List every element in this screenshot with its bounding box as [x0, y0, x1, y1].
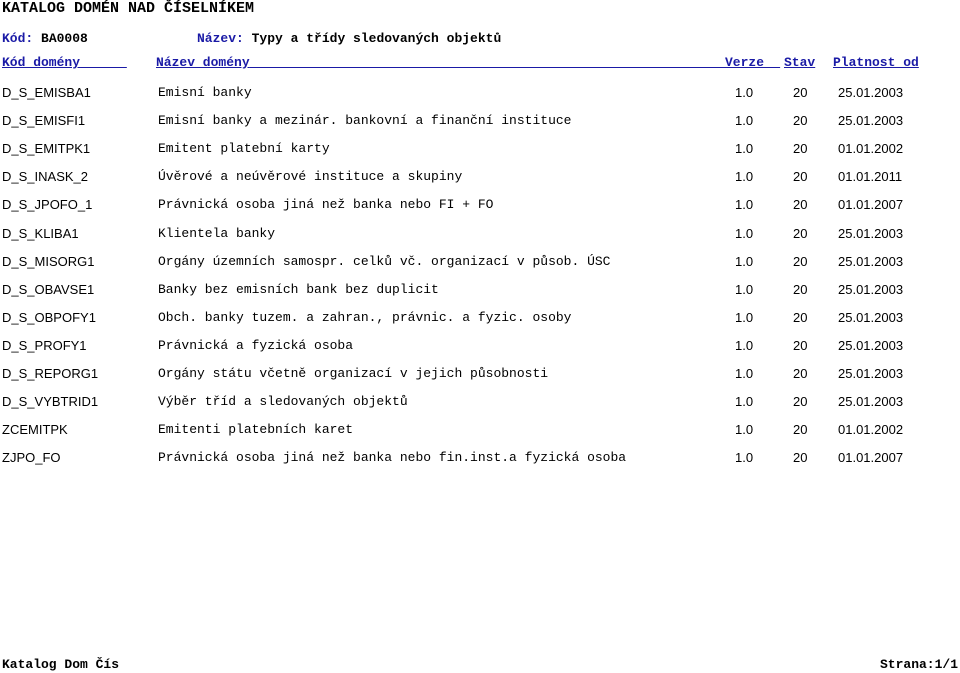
- cell-status: 20: [793, 394, 808, 410]
- cell-status: 20: [793, 253, 808, 269]
- cell-version: 1.0: [735, 337, 754, 353]
- cell-valid-from: 01.01.2002: [838, 141, 904, 157]
- catalog-code: [2, 31, 88, 46]
- cell-valid-from: 25.01.2003: [838, 309, 904, 325]
- cell-status: 20: [793, 450, 808, 466]
- cell-version: 1.0: [735, 309, 754, 325]
- header-version: Verze: [725, 55, 765, 70]
- table-row: [0, 338, 960, 358]
- cell-code: D_S_INASK_2: [2, 169, 88, 185]
- cell-version: 1.0: [735, 225, 754, 241]
- table-row: [0, 366, 960, 386]
- table-row: [0, 141, 960, 161]
- cell-version: 1.0: [735, 141, 754, 157]
- header-code: Kód domény: [2, 55, 81, 70]
- cell-status: 20: [793, 169, 808, 185]
- cell-version: 1.0: [735, 366, 754, 381]
- cell-valid-from: 25.01.2003: [838, 253, 904, 269]
- cell-code: D_S_EMITPK1: [2, 141, 91, 157]
- cell-valid-from: 25.01.2003: [838, 85, 904, 100]
- cell-name: Banky bez emisních bank bez duplicit: [158, 281, 439, 297]
- cell-version: 1.0: [735, 281, 754, 297]
- cell-status: 20: [793, 337, 808, 353]
- table-row: [0, 197, 960, 217]
- table-row: [0, 254, 960, 274]
- cell-code: D_S_VYBTRID1: [2, 394, 99, 410]
- cell-valid-from: 25.01.2003: [838, 366, 904, 381]
- name-label: Název:: [197, 31, 244, 46]
- cell-name: Obch. banky tuzem. a zahran., právnic. a fyzic. osoby: [158, 309, 572, 325]
- table-row: [0, 422, 960, 442]
- cell-code: ZJPO_FO: [2, 450, 61, 466]
- table-row: [0, 226, 960, 246]
- cell-valid-from: 25.01.2003: [838, 281, 904, 297]
- cell-status: 20: [793, 422, 808, 438]
- table-row: [0, 282, 960, 302]
- table-row: [0, 85, 960, 105]
- cell-status: 20: [793, 141, 808, 157]
- cell-name: Orgány státu včetně organizací v jejich působnosti: [158, 366, 549, 381]
- cell-valid-from: 25.01.2003: [838, 113, 904, 129]
- cell-version: 1.0: [735, 197, 754, 213]
- header-name: Název domény: [156, 55, 250, 70]
- table-row: [0, 310, 960, 330]
- table-row: [0, 450, 960, 470]
- cell-name: Emitent platební karty: [158, 141, 330, 157]
- cell-valid-from: 01.01.2011: [838, 169, 903, 185]
- cell-valid-from: 25.01.2003: [838, 225, 904, 241]
- cell-code: D_S_EMISBA1: [2, 85, 91, 100]
- cell-version: 1.0: [735, 422, 754, 438]
- table-row: [0, 394, 960, 414]
- cell-status: 20: [793, 113, 808, 129]
- cell-code: ZCEMITPK: [2, 422, 68, 438]
- cell-status: 20: [793, 366, 808, 381]
- cell-version: 1.0: [735, 169, 754, 185]
- cell-status: 20: [793, 225, 808, 241]
- header-status: Stav: [784, 55, 816, 70]
- cell-version: 1.0: [735, 253, 754, 269]
- footer-left: Katalog Dom Čís: [2, 657, 120, 672]
- cell-code: D_S_KLIBA1: [2, 225, 79, 241]
- name-value: Typy a třídy sledovaných objektů: [251, 31, 502, 46]
- cell-version: 1.0: [735, 113, 754, 129]
- cell-valid-from: 25.01.2003: [838, 337, 904, 353]
- cell-name: Úvěrové a neúvěrové instituce a skupiny: [158, 169, 463, 185]
- catalog-name: [197, 31, 501, 46]
- cell-code: D_S_PROFY1: [2, 337, 87, 353]
- footer-page: Strana:1/1: [879, 657, 958, 672]
- table-row: [0, 113, 960, 133]
- cell-valid-from: 01.01.2002: [838, 422, 904, 438]
- cell-version: 1.0: [735, 394, 754, 410]
- cell-name: Právnická osoba jiná než banka nebo FI + FO: [158, 197, 494, 213]
- cell-valid-from: 01.01.2007: [838, 450, 904, 466]
- cell-name: Emisní banky a mezinár. bankovní a finanční instituce: [158, 113, 572, 129]
- cell-code: D_S_EMISFI1: [2, 113, 86, 129]
- page-title: KATALOG DOMÉN NAD ČÍSELNÍKEM: [2, 0, 255, 17]
- cell-status: 20: [793, 197, 808, 213]
- cell-valid-from: 25.01.2003: [838, 394, 904, 410]
- cell-code: D_S_JPOFO_1: [2, 197, 93, 213]
- cell-name: Emisní banky: [158, 85, 252, 100]
- cell-version: 1.0: [735, 450, 754, 466]
- cell-name: Výběr tříd a sledovaných objektů: [158, 394, 408, 410]
- cell-status: 20: [793, 85, 808, 100]
- cell-name: Emitenti platebních karet: [158, 422, 354, 438]
- cell-name: Orgány územních samospr. celků vč. organizací v působ. ÚSC: [158, 253, 611, 269]
- cell-code: D_S_OBPOFY1: [2, 309, 96, 325]
- cell-code: D_S_OBAVSE1: [2, 281, 95, 297]
- cell-version: 1.0: [735, 85, 754, 100]
- cell-name: Klientela banky: [158, 225, 276, 241]
- code-label: Kód:: [2, 31, 34, 46]
- cell-valid-from: 01.01.2007: [838, 197, 904, 213]
- table-row: [0, 169, 960, 189]
- cell-code: D_S_MISORG1: [2, 253, 95, 269]
- header-valid-from: Platnost od: [833, 55, 919, 70]
- cell-status: 20: [793, 281, 808, 297]
- cell-code: D_S_REPORG1: [2, 366, 99, 381]
- cell-name: Právnická a fyzická osoba: [158, 337, 354, 353]
- cell-status: 20: [793, 309, 808, 325]
- code-value: BA0008: [41, 31, 88, 46]
- cell-name: Právnická osoba jiná než banka nebo fin.inst.a fyzická osoba: [158, 450, 627, 466]
